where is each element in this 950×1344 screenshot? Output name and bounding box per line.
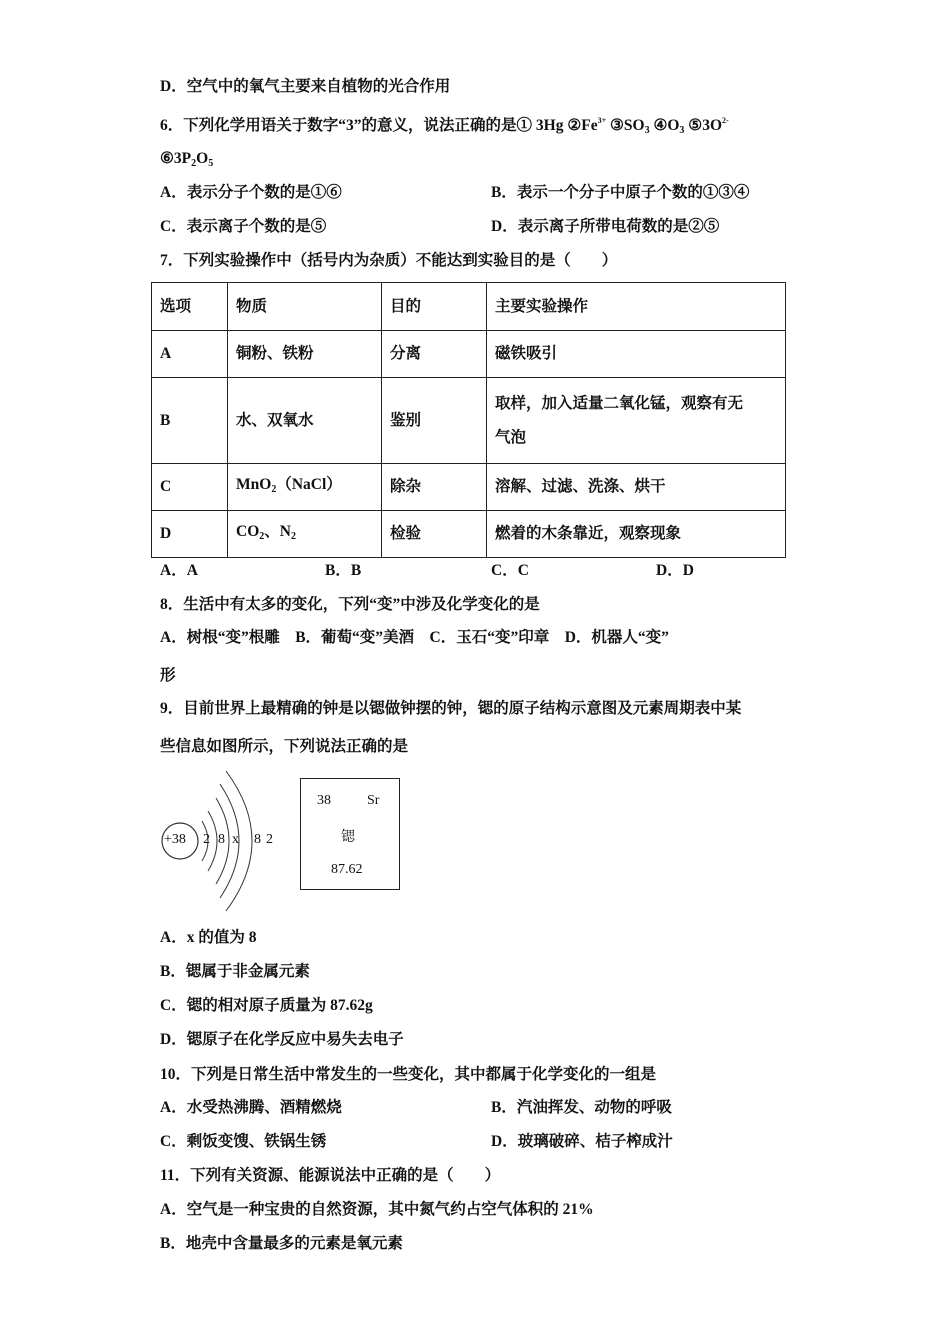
q11-option-a[interactable]: A．空气是一种宝贵的自然资源，其中氮气约占空气体积的 21% — [160, 1201, 594, 1218]
q11-stem: 11．下列有关资源、能源说法中正确的是（ ） — [160, 1167, 501, 1184]
atomic-mass: 87.62 — [331, 862, 363, 877]
cell-operation-line2: 气泡 — [495, 428, 527, 446]
cell-operation-line1: 取样，加入适量二氧化锰，观察有无 — [495, 394, 744, 412]
cell-option: B — [152, 378, 228, 464]
cell-substance-2: 、N — [264, 522, 291, 540]
cell-purpose: 除杂 — [382, 464, 487, 511]
q6-item-3 — [606, 117, 649, 134]
element-name: 锶 — [341, 830, 355, 845]
periodic-table-cell — [300, 778, 400, 890]
shell-3: x — [232, 832, 239, 847]
q9-option-c[interactable]: C．锶的相对原子质量为 87.62g — [160, 997, 373, 1014]
q7-option-b[interactable]: B．B — [325, 562, 362, 579]
q6-item-6-base: ⑥3P — [160, 150, 192, 167]
table-row — [152, 464, 786, 511]
q6-item-6 — [160, 149, 213, 174]
q6-item-5 — [684, 117, 728, 134]
q7-table — [151, 282, 786, 558]
cell-operation: 溶解、过滤、洗涤、烘干 — [487, 464, 786, 511]
q9-option-d[interactable]: D．锶原子在化学反应中易失去电子 — [160, 1031, 404, 1048]
q6-item-4 — [650, 117, 685, 134]
q6-item-5-sup: 2- — [722, 116, 729, 125]
q6-item-4-sub: 3 — [679, 125, 685, 136]
q9-option-a[interactable]: A．x 的值为 8 — [160, 929, 257, 946]
q10-option-d[interactable]: D．玻璃破碎、桔子榨成汁 — [491, 1133, 673, 1150]
cell-substance-impurity: （NaCl） — [276, 475, 342, 493]
q6-option-b[interactable]: B．表示一个分子中原子个数的①③④ — [491, 184, 750, 201]
q6-item-3-base: ③SO — [606, 117, 645, 134]
cell-substance-sub2: 2 — [290, 530, 296, 542]
q6-item-2 — [563, 117, 606, 134]
q6-option-a[interactable]: A．表示分子个数的是①⑥ — [160, 184, 342, 201]
q8-stem: 8．生活中有太多的变化，下列“变”中涉及化学变化的是 — [160, 596, 540, 613]
q7-option-a[interactable]: A．A — [160, 562, 198, 579]
cell-purpose: 分离 — [382, 331, 487, 378]
q9-stem-line1: 9．目前世界上最精确的钟是以锶做钟摆的钟，锶的原子结构示意图及元素周期表中某 — [160, 700, 742, 717]
q6-item-6-sub2: 5 — [208, 158, 214, 169]
cell-purpose: 检验 — [382, 511, 487, 558]
q8-options[interactable]: A．树根“变”根雕 B．葡萄“变”美酒 C．玉石“变”印章 D．机器人“变” — [160, 629, 669, 646]
table-header-row — [152, 283, 786, 331]
q6-stem — [160, 111, 729, 141]
q10-option-c[interactable]: C．剩饭变馊、铁锅生锈 — [160, 1133, 327, 1150]
shell-2: 8 — [218, 832, 225, 847]
cell-substance-1: CO — [236, 522, 260, 540]
q10-option-a[interactable]: A．水受热沸腾、酒精燃烧 — [160, 1099, 342, 1116]
q10-stem: 10．下列是日常生活中常发生的一些变化，其中都属于化学变化的一组是 — [160, 1066, 657, 1083]
cell-operation — [487, 378, 786, 464]
q8-options-wrap: 形 — [160, 667, 176, 684]
cell-substance: 铜粉、铁粉 — [228, 331, 382, 378]
table-row — [152, 511, 786, 558]
cell-substance-formula: MnO — [236, 475, 272, 493]
cell-option: C — [152, 464, 228, 511]
q6-item-6-sub1: 2 — [191, 158, 197, 169]
q6-option-d[interactable]: D．表示离子所带电荷数的是②⑤ — [491, 218, 720, 235]
cell-substance-sub1: 2 — [259, 530, 265, 542]
shell-4: 8 — [254, 832, 261, 847]
cell-substance — [228, 511, 382, 558]
q5-option-d: D．空气中的氧气主要来自植物的光合作用 — [160, 78, 451, 95]
cell-substance: 水、双氧水 — [228, 378, 382, 464]
cell-substance — [228, 464, 382, 511]
shell-5: 2 — [266, 832, 273, 847]
atomic-number: 38 — [317, 793, 331, 808]
q6-option-c[interactable]: C．表示离子个数的是⑤ — [160, 218, 327, 235]
q6-item-4-base: ④O — [649, 117, 680, 134]
q6-item-2-base: ②Fe — [563, 117, 598, 134]
q6-item-6-mid: O — [196, 150, 209, 167]
atom-nucleus: +38 — [164, 832, 186, 847]
shell-1: 2 — [203, 832, 210, 847]
table-row — [152, 378, 786, 464]
q6-item-5-base: ⑤3O — [684, 117, 722, 134]
q6-item-2-sup: 3+ — [597, 116, 607, 125]
header-option: 选项 — [152, 283, 228, 331]
q7-option-c[interactable]: C．C — [491, 562, 529, 579]
q11-option-b[interactable]: B．地壳中含量最多的元素是氧元素 — [160, 1235, 403, 1252]
header-substance: 物质 — [228, 283, 382, 331]
cell-operation: 燃着的木条靠近，观察现象 — [487, 511, 786, 558]
q7-stem: 7．下列实验操作中（括号内为杂质）不能达到实验目的是（ ） — [160, 252, 618, 269]
header-purpose: 目的 — [382, 283, 487, 331]
table-row — [152, 331, 786, 378]
cell-option: A — [152, 331, 228, 378]
q7-option-d[interactable]: D．D — [656, 562, 694, 579]
header-operation: 主要实验操作 — [487, 283, 786, 331]
q6-stem-text: 6．下列化学用语关于数字“3”的意义，说法正确的是 — [160, 117, 517, 134]
q6-item-1: ① 3Hg — [516, 117, 564, 134]
q6-item-3-sub: 3 — [644, 125, 650, 136]
q9-option-b[interactable]: B．锶属于非金属元素 — [160, 963, 310, 980]
cell-substance-sub: 2 — [271, 483, 277, 495]
q10-option-b[interactable]: B．汽油挥发、动物的呼吸 — [491, 1099, 672, 1116]
q9-stem-line2: 些信息如图所示，下列说法正确的是 — [160, 738, 409, 755]
cell-option: D — [152, 511, 228, 558]
element-symbol: Sr — [367, 793, 380, 808]
cell-operation: 磁铁吸引 — [487, 331, 786, 378]
cell-purpose: 鉴别 — [382, 378, 487, 464]
